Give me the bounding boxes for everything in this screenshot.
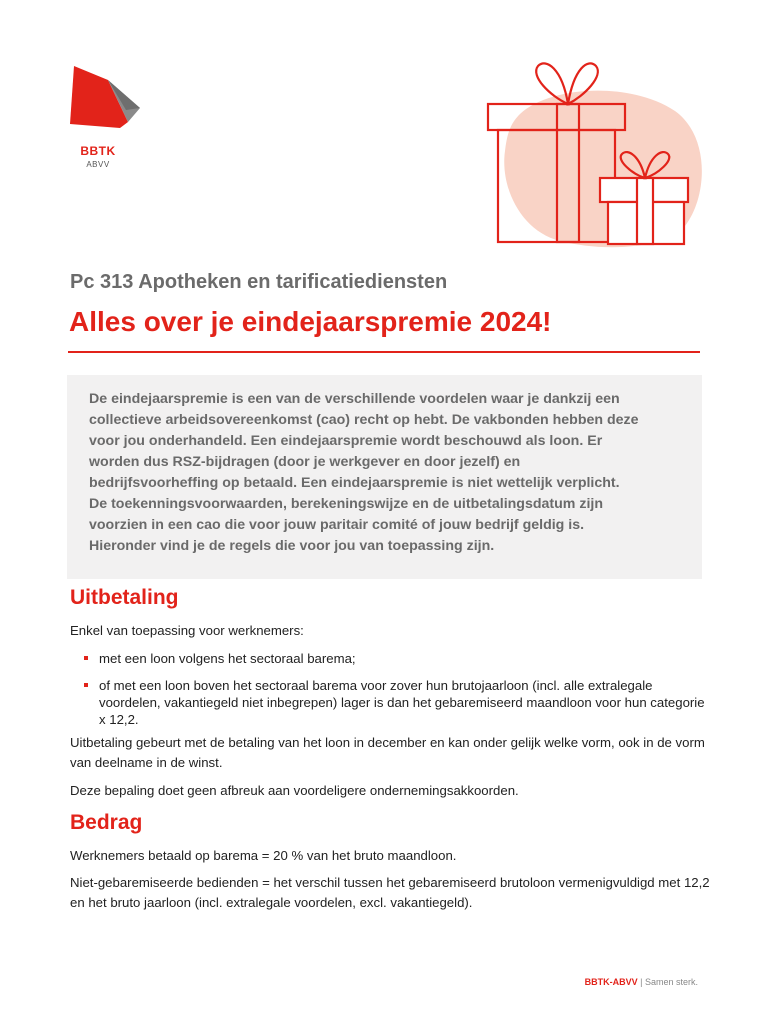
footer: [460, 977, 698, 987]
bedrag-paragraph: Werknemers betaald op barema = 20 % van het bruto maandloon.: [70, 848, 457, 863]
intro-line: voorzien in een cao die voor jouw paritair comité of jouw bedrijf geldig is.: [89, 517, 585, 533]
bbtk-logo: [68, 66, 142, 176]
title-divider: [68, 351, 700, 353]
intro-box: [67, 375, 702, 579]
intro-line: De toekenningsvoorwaarden, berekeningswijze en de uitbetalingsdatum zijn: [89, 496, 604, 512]
intro-line: collectieve arbeidsovereenkomst (cao) recht op hebt. De vakbonden hebben deze: [89, 412, 639, 428]
uitbetaling-paragraph: Deze bepaling doet geen afbreuk aan voordeligere ondernemingsakkoorden.: [70, 783, 519, 798]
intro-line: bedrijfsvoorheffing op betaald. Een eindejaarspremie is niet wettelijk verplicht.: [89, 475, 620, 491]
intro-line: De eindejaarspremie is een van de verschillende voordelen waar je dankzij een: [89, 391, 620, 407]
bullet-square-icon: [84, 683, 88, 687]
intro-line: voor jou onderhandeld. Een eindejaarspremie wordt beschouwd als loon. Er: [89, 433, 603, 449]
intro-line: Hieronder vind je de regels die voor jou van toepassing zijn.: [89, 538, 495, 554]
list-item: [84, 677, 714, 728]
logo-mark-icon: [68, 66, 142, 136]
footer-slogan: Samen sterk.: [644, 977, 698, 987]
gift-illustration-icon: [480, 56, 710, 256]
intro-text: [89, 389, 686, 557]
page-subtitle: Pc 313 Apotheken en tarificatiediensten: [70, 271, 448, 293]
footer-brand: BBTK-ABVV: [584, 977, 638, 987]
list-item: [84, 650, 714, 667]
list-item-text: of met een loon boven het sectoraal barema voor zover hun brutojaarloon (incl. alle extralegale voordelen, vakantiegeld niet inbegrepen) lager is dan het gebaremiseerd maandloon voor hun categorie x 12,2.: [99, 678, 705, 727]
uitbetaling-bullet-list: [84, 650, 714, 738]
section-heading-uitbetaling: Uitbetaling: [70, 586, 179, 609]
bullet-square-icon: [84, 656, 88, 660]
list-item-text: met een loon volgens het sectoraal barema;: [99, 651, 356, 666]
section-heading-bedrag: Bedrag: [70, 811, 143, 834]
page-title: Alles over je eindejaarspremie 2024!: [69, 306, 552, 337]
uitbetaling-paragraph: Uitbetaling gebeurt met de betaling van het loon in december en kan onder gelijk welke vorm, ook in de vorm van deelname in de winst.: [70, 735, 705, 770]
uitbetaling-lead: Enkel van toepassing voor werknemers:: [70, 623, 304, 638]
logo-name: BBTK: [80, 144, 116, 158]
intro-line: worden dus RSZ-bijdragen (door je werkgever en door jezelf) en: [89, 454, 521, 470]
logo-subname: ABVV: [86, 160, 110, 169]
bedrag-paragraph: Niet-gebaremiseerde bedienden = het verschil tussen het gebaremiseerd brutoloon vermenigvuldigd met 12,2 en het bruto jaarloon (incl. extralegale voordelen, excl. vakantiegeld).: [70, 875, 710, 910]
footer-separator: |: [637, 977, 645, 987]
